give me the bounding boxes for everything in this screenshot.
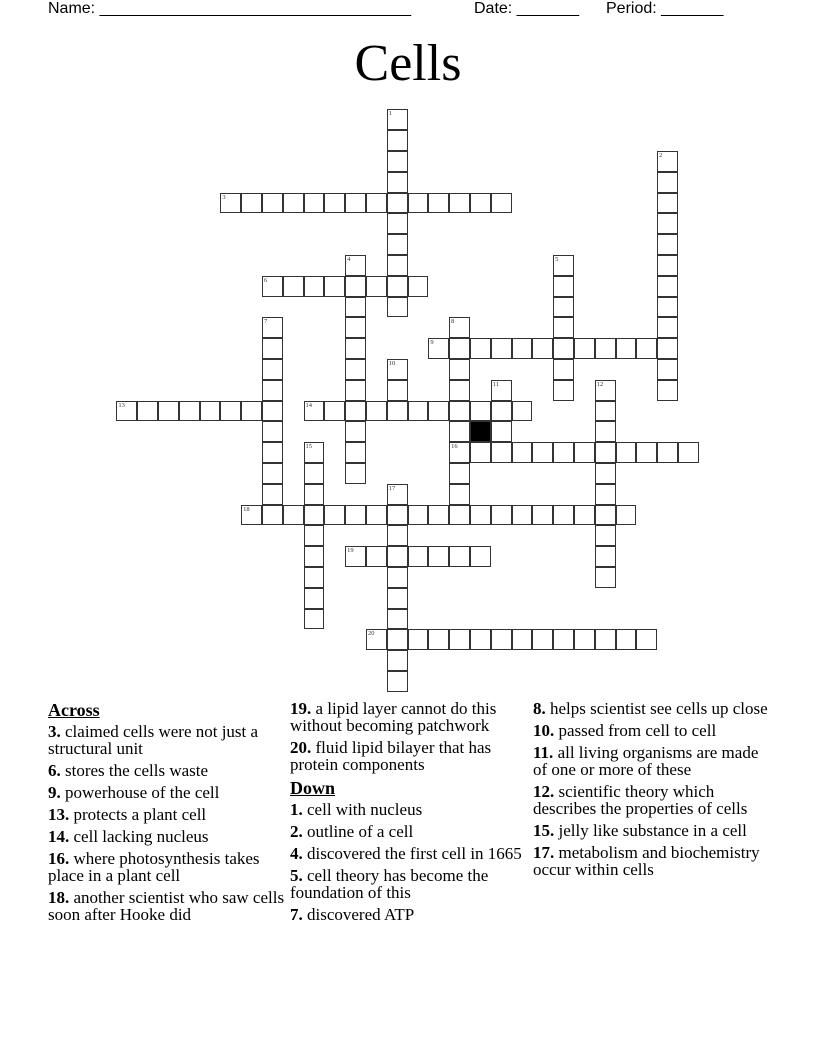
across-clue (290, 700, 525, 734)
grid-cell[interactable] (553, 629, 574, 650)
grid-cell[interactable] (324, 193, 345, 214)
page-title: Cells (354, 35, 462, 92)
clue-number: 6 (263, 276, 268, 284)
grid-cell[interactable] (553, 505, 574, 526)
grid-cell[interactable] (657, 442, 678, 463)
grid-cell[interactable] (636, 442, 657, 463)
grid-cell[interactable] (553, 317, 574, 338)
date-field[interactable]: Date: _______ (474, 0, 579, 17)
across-clue (48, 828, 288, 845)
clue-number: 4 (347, 255, 351, 263)
grid-cell[interactable] (283, 193, 304, 214)
grid-cell[interactable] (657, 255, 678, 276)
grid-cell[interactable] (345, 401, 366, 422)
grid-cell[interactable] (387, 525, 408, 546)
clue-text: protects a plant cell (73, 805, 207, 824)
grid-cell[interactable] (387, 609, 408, 630)
clue-text: cell with nucleus (307, 800, 423, 819)
clue-number: 14 (305, 401, 313, 409)
grid-cell[interactable] (449, 505, 470, 526)
grid-cell[interactable] (345, 421, 366, 442)
grid-cell[interactable] (387, 172, 408, 193)
clue-text: metabolism and biochemistry occur within cells (533, 843, 760, 879)
grid-cell[interactable] (491, 401, 512, 422)
grid-cell[interactable] (657, 213, 678, 234)
grid-cell[interactable] (345, 463, 366, 484)
grid-cell[interactable] (158, 401, 179, 422)
down-clue (290, 906, 525, 923)
clue-text: discovered ATP (307, 905, 415, 924)
grid-cell[interactable] (304, 276, 325, 297)
down-clue (533, 700, 773, 717)
grid-cell[interactable] (387, 109, 408, 130)
down-clue (533, 744, 773, 778)
grid-cell[interactable] (408, 276, 429, 297)
grid-cell[interactable] (470, 338, 491, 359)
grid-cell[interactable] (449, 338, 470, 359)
grid-cell[interactable] (241, 401, 262, 422)
grid-cell[interactable] (366, 193, 387, 214)
grid-cell[interactable] (387, 130, 408, 151)
clue-text: another scientist who saw cells soon after Hooke did (48, 888, 285, 924)
grid-cell[interactable] (387, 151, 408, 172)
grid-cell[interactable] (304, 588, 325, 609)
grid-cell[interactable] (532, 338, 553, 359)
grid-cell[interactable] (179, 401, 200, 422)
grid-cell[interactable] (220, 401, 241, 422)
grid-cell[interactable] (345, 193, 366, 214)
grid-cell[interactable] (595, 629, 616, 650)
clue-text: outline of a cell (307, 822, 414, 841)
clue-number: 11 (492, 380, 500, 388)
grid-cell[interactable] (428, 401, 449, 422)
grid-cell[interactable] (553, 442, 574, 463)
clue-label: 9. (48, 783, 61, 802)
grid-cell[interactable] (304, 567, 325, 588)
grid-cell[interactable] (428, 193, 449, 214)
clue-number: 5 (555, 255, 559, 263)
grid-cell[interactable] (512, 401, 533, 422)
grid-cell[interactable] (428, 629, 449, 650)
clue-text: passed from cell to cell (558, 721, 717, 740)
grid-cell[interactable] (387, 546, 408, 567)
grid-cell[interactable] (616, 338, 637, 359)
grid-cell[interactable] (262, 421, 283, 442)
grid-cell[interactable] (387, 213, 408, 234)
grid-cell[interactable] (595, 380, 616, 401)
grid-cell[interactable] (262, 463, 283, 484)
clue-label: 7. (290, 905, 303, 924)
grid-cell[interactable] (657, 276, 678, 297)
clue-label: 5. (290, 866, 303, 885)
clue-text: stores the cells waste (65, 761, 209, 780)
clue-label: 3. (48, 722, 61, 741)
grid-cell[interactable] (574, 338, 595, 359)
grid-cell[interactable] (262, 380, 283, 401)
grid-cell[interactable] (512, 629, 533, 650)
grid-cell[interactable] (220, 193, 241, 214)
across-clue (48, 784, 288, 801)
clue-number: 10 (388, 359, 396, 367)
grid-cell[interactable] (345, 297, 366, 318)
down-heading: Down (290, 778, 336, 798)
grid-cell[interactable] (616, 442, 637, 463)
grid-cell[interactable] (262, 505, 283, 526)
grid-cell[interactable] (491, 629, 512, 650)
grid-cell[interactable] (616, 505, 637, 526)
clue-number: 12 (596, 380, 604, 388)
grid-cell[interactable] (345, 380, 366, 401)
clue-number: 18 (243, 505, 250, 513)
clue-number: 13 (118, 401, 125, 409)
clue-number: 19 (347, 547, 354, 555)
grid-cell[interactable] (408, 629, 429, 650)
grid-cell[interactable] (449, 629, 470, 650)
grid-cell[interactable] (262, 401, 283, 422)
across-clue (290, 739, 525, 773)
grid-cell[interactable] (449, 421, 470, 442)
clues-column-3 (533, 700, 773, 883)
grid-cell[interactable] (262, 276, 283, 297)
grid-cell[interactable] (512, 338, 533, 359)
grid-cell[interactable] (387, 380, 408, 401)
grid-cell[interactable] (345, 276, 366, 297)
grid-cell[interactable] (304, 401, 325, 422)
grid-cell[interactable] (387, 567, 408, 588)
grid-cell[interactable] (387, 671, 408, 692)
clue-text: all living organisms are made of one or more of these (533, 743, 759, 779)
across-clue (48, 850, 288, 884)
black-cell (470, 421, 491, 442)
grid-cell[interactable] (387, 234, 408, 255)
grid-cell[interactable] (512, 442, 533, 463)
grid-cell[interactable] (428, 546, 449, 567)
clue-label: 12. (533, 782, 555, 801)
clues-column-1 (48, 700, 288, 928)
grid-cell[interactable] (366, 546, 387, 567)
down-clue (290, 823, 525, 840)
down-clue (533, 722, 773, 739)
grid-cell[interactable] (428, 505, 449, 526)
grid-cell[interactable] (408, 193, 429, 214)
grid-cell[interactable] (449, 193, 470, 214)
clue-label: 10. (533, 721, 555, 740)
grid-cell[interactable] (387, 650, 408, 671)
across-clue (48, 806, 288, 823)
grid-cell[interactable] (200, 401, 221, 422)
grid-cell[interactable] (116, 401, 137, 422)
grid-cell[interactable] (345, 546, 366, 567)
grid-cell[interactable] (553, 338, 574, 359)
grid-cell[interactable] (657, 234, 678, 255)
grid-cell[interactable] (304, 546, 325, 567)
grid-cell[interactable] (595, 567, 616, 588)
clue-text: jelly like substance in a cell (558, 821, 747, 840)
grid-cell[interactable] (595, 505, 616, 526)
grid-cell[interactable] (449, 317, 470, 338)
grid-cell[interactable] (470, 442, 491, 463)
across-clue (48, 762, 288, 779)
clue-number: 9 (430, 339, 434, 347)
grid-cell[interactable] (345, 338, 366, 359)
grid-cell[interactable] (657, 338, 678, 359)
grid-cell[interactable] (491, 338, 512, 359)
grid-cell[interactable] (387, 297, 408, 318)
clue-number: 1 (388, 110, 392, 118)
grid-cell[interactable] (636, 629, 657, 650)
grid-cell[interactable] (304, 609, 325, 630)
grid-cell[interactable] (636, 338, 657, 359)
name-field[interactable]: Name: ___________________________________ (48, 0, 412, 17)
period-field[interactable]: Period: _______ (606, 0, 724, 17)
clue-text: scientific theory which describes the properties of cells (533, 782, 748, 818)
grid-cell[interactable] (678, 442, 699, 463)
down-clue (533, 844, 773, 878)
grid-cell[interactable] (262, 193, 283, 214)
grid-cell[interactable] (470, 193, 491, 214)
grid-cell[interactable] (595, 401, 616, 422)
grid-cell[interactable] (387, 276, 408, 297)
grid-cell[interactable] (491, 421, 512, 442)
clue-label: 1. (290, 800, 303, 819)
clue-number: 15 (305, 443, 313, 451)
grid-cell[interactable] (345, 317, 366, 338)
clue-label: 18. (48, 888, 70, 907)
grid-cell[interactable] (408, 401, 429, 422)
grid-cell[interactable] (304, 484, 325, 505)
grid-cell[interactable] (595, 484, 616, 505)
clue-label: 17. (533, 843, 555, 862)
across-heading: Across (48, 700, 100, 720)
grid-cell[interactable] (283, 276, 304, 297)
grid-cell[interactable] (387, 359, 408, 380)
clue-label: 8. (533, 699, 546, 718)
grid-cell[interactable] (387, 629, 408, 650)
grid-cell[interactable] (449, 401, 470, 422)
clue-text: fluid lipid bilayer that has protein components (290, 738, 492, 774)
down-clue (533, 822, 773, 839)
grid-cell[interactable] (324, 276, 345, 297)
grid-cell[interactable] (304, 193, 325, 214)
clue-text: helps scientist see cells up close (550, 699, 768, 718)
clue-text: a lipid layer cannot do this without becoming patchwork (290, 699, 497, 735)
grid-cell[interactable] (470, 401, 491, 422)
grid-cell[interactable] (387, 484, 408, 505)
grid-cell[interactable] (137, 401, 158, 422)
grid-cell[interactable] (366, 505, 387, 526)
grid-cell[interactable] (449, 442, 470, 463)
grid-cell[interactable] (345, 255, 366, 276)
grid-cell[interactable] (532, 442, 553, 463)
clue-number: 16 (451, 443, 458, 451)
grid-cell[interactable] (574, 505, 595, 526)
grid-cell[interactable] (262, 338, 283, 359)
grid-cell[interactable] (595, 525, 616, 546)
clue-number: 8 (451, 318, 455, 326)
grid-cell[interactable] (491, 505, 512, 526)
grid-cell[interactable] (491, 442, 512, 463)
grid-cell[interactable] (262, 359, 283, 380)
grid-cell[interactable] (657, 297, 678, 318)
grid-cell[interactable] (470, 546, 491, 567)
grid-cell[interactable] (366, 401, 387, 422)
clues-column-2 (290, 700, 525, 928)
grid-cell[interactable] (262, 442, 283, 463)
grid-cell[interactable] (345, 442, 366, 463)
grid-cell[interactable] (345, 505, 366, 526)
grid-cell[interactable] (595, 463, 616, 484)
across-clue (48, 889, 288, 923)
down-clue (290, 801, 525, 818)
grid-cell[interactable] (595, 421, 616, 442)
grid-cell[interactable] (449, 359, 470, 380)
grid-cell[interactable] (470, 629, 491, 650)
clue-number: 7 (263, 318, 268, 326)
grid-cell[interactable] (449, 546, 470, 567)
grid-cell[interactable] (553, 380, 574, 401)
grid-cell[interactable] (595, 442, 616, 463)
grid-cell[interactable] (387, 255, 408, 276)
grid-cell[interactable] (449, 463, 470, 484)
grid-cell[interactable] (574, 442, 595, 463)
grid-cell[interactable] (657, 359, 678, 380)
down-clue (290, 867, 525, 901)
across-clue (48, 723, 288, 757)
clue-number: 2 (659, 151, 663, 159)
clue-label: 6. (48, 761, 61, 780)
grid-cell[interactable] (595, 546, 616, 567)
grid-cell[interactable] (449, 484, 470, 505)
grid-cell[interactable] (345, 359, 366, 380)
grid-cell[interactable] (387, 505, 408, 526)
clue-label: 4. (290, 844, 303, 863)
grid-cell[interactable] (408, 505, 429, 526)
clue-label: 20. (290, 738, 312, 757)
grid-cell[interactable] (553, 276, 574, 297)
grid-cell[interactable] (262, 317, 283, 338)
clue-label: 16. (48, 849, 70, 868)
grid-cell[interactable] (366, 629, 387, 650)
clue-label: 19. (290, 699, 312, 718)
grid-cell[interactable] (491, 380, 512, 401)
grid-cell[interactable] (283, 505, 304, 526)
clue-text: discovered the first cell in 1665 (307, 844, 522, 863)
grid-cell[interactable] (532, 505, 553, 526)
grid-cell[interactable] (387, 401, 408, 422)
clue-text: cell theory has become the foundation of this (290, 866, 489, 902)
grid-cell[interactable] (574, 629, 595, 650)
grid-cell[interactable] (366, 276, 387, 297)
clue-label: 13. (48, 805, 70, 824)
clue-label: 2. (290, 822, 303, 841)
down-clue (533, 783, 773, 817)
clue-number: 17 (388, 484, 396, 492)
grid-cell[interactable] (387, 193, 408, 214)
clue-label: 11. (533, 743, 554, 762)
clue-text: claimed cells were not just a structural unit (48, 722, 259, 758)
grid-cell[interactable] (553, 297, 574, 318)
down-clue (290, 845, 525, 862)
grid-cell[interactable] (657, 172, 678, 193)
clue-number: 3 (222, 193, 226, 201)
grid-cell[interactable] (657, 380, 678, 401)
grid-cell[interactable] (324, 401, 345, 422)
grid-cell[interactable] (304, 525, 325, 546)
grid-cell[interactable] (387, 588, 408, 609)
grid-cell[interactable] (512, 505, 533, 526)
grid-cell[interactable] (657, 151, 678, 172)
clue-label: 15. (533, 821, 555, 840)
clue-text: where photosynthesis takes place in a plant cell (48, 849, 260, 885)
grid-cell[interactable] (470, 505, 491, 526)
grid-cell[interactable] (241, 193, 262, 214)
clue-text: powerhouse of the cell (65, 783, 220, 802)
grid-cell[interactable] (449, 380, 470, 401)
grid-cell[interactable] (657, 317, 678, 338)
clue-number: 20 (367, 630, 375, 638)
grid-cell[interactable] (491, 193, 512, 214)
grid-cell[interactable] (428, 338, 449, 359)
grid-cell[interactable] (553, 359, 574, 380)
grid-cell[interactable] (304, 463, 325, 484)
grid-cell[interactable] (657, 193, 678, 214)
clue-text: cell lacking nucleus (73, 827, 209, 846)
grid-cell[interactable] (304, 442, 325, 463)
grid-cell[interactable] (241, 505, 262, 526)
grid-cell[interactable] (408, 546, 429, 567)
grid-cell[interactable] (553, 255, 574, 276)
grid-cell[interactable] (262, 484, 283, 505)
grid-cell[interactable] (304, 505, 325, 526)
grid-cell[interactable] (595, 338, 616, 359)
grid-cell[interactable] (532, 629, 553, 650)
grid-cell[interactable] (324, 505, 345, 526)
clue-label: 14. (48, 827, 70, 846)
grid-cell[interactable] (616, 629, 637, 650)
